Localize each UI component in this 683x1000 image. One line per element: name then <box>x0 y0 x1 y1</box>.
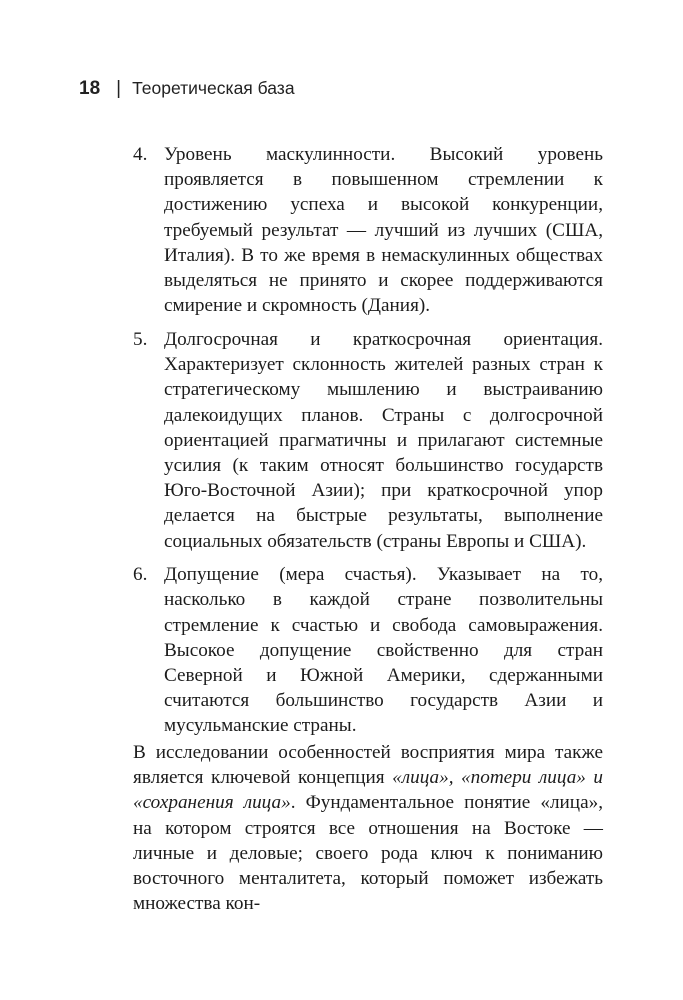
list-item-text: Уровень маскулинности. Высокий уровень проявляется в повышенном стремлении к достижению успеха и высокой конкуренции, требуемый результат — лучший из лучших (США, Италия). В то же время в немаскулинных обществах выделяться не принято и скорее поддерживаются смирение и скромность (Дания). <box>164 144 603 317</box>
page-number: 18 <box>79 78 101 99</box>
list-item <box>133 327 603 554</box>
section-title: Теоретическая база <box>132 78 295 98</box>
list-item-text: Долгосрочная и краткосрочная ориентация. Характеризует склонность жителей разных стран к стратегическому мышлению и выстраиванию далекоидущих планов. Страны с долгосрочной ориентацией прагматичны и прилагают системные усилия (к таким относят большинство государств Юго-Восточной Азии); при краткосрочной упор делается на быстрые результаты, выполнение социальных обязательств (страны Европы и США). <box>164 328 603 552</box>
numbered-list <box>133 142 603 747</box>
list-item <box>133 562 603 738</box>
header-separator: | <box>116 78 122 99</box>
list-item-text: Допущение (мера счастья). Указывает на то, насколько в каждой стране позволительны стремление к счастью и свобода самовыражения. Высокое допущение свойственно для стран Северной и Южной Америки, сдержанными считаются большинство государств Азии и мусульманские страны. <box>164 564 603 737</box>
list-item-number: 6. <box>133 564 148 586</box>
list-item-number: 4. <box>133 144 148 165</box>
paragraph-text-end: . Фундаментальное понятие «лица», на котором строятся все отношения на Востоке — личные и деловые; своего рода ключ к пониманию восточного менталитета, который поможет избежать множества кон- <box>133 792 603 915</box>
paragraph-italic-term: «лица», «потери лица» и «сохранения лица» <box>133 767 603 814</box>
body-paragraph <box>133 740 603 916</box>
list-item-number: 5. <box>133 328 148 350</box>
paragraph-text-start: В исследовании особенностей восприятия мира также является ключевой концепция <box>133 742 603 789</box>
running-header <box>79 78 295 100</box>
list-item <box>133 142 603 318</box>
